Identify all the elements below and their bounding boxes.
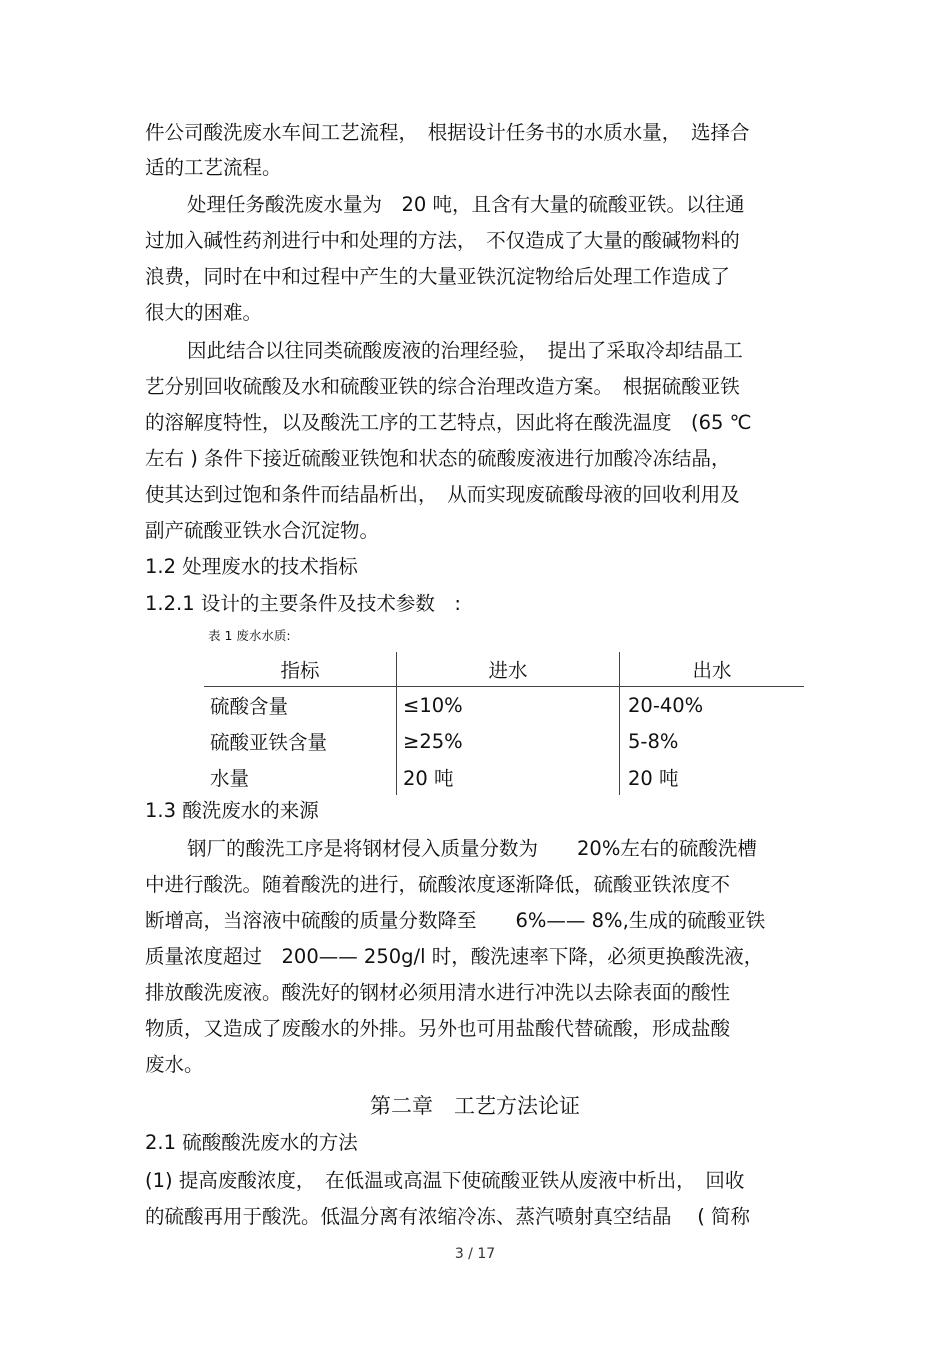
table-header-cell: 出水 [620,652,805,687]
paragraph-line: 因此结合以往同类硫酸废液的治理经验， 提出了采取冷却结晶工 [187,339,743,362]
paragraph-line: 质量浓度超过 200—— 250g/l 时，酸洗速率下降，必须更换酸洗液， [145,945,764,968]
table-cell: 水量 [210,767,250,790]
paragraph-line: 的硫酸再用于酸洗。低温分离有浓缩冷冻、蒸汽喷射真空结晶 ( 简称 [145,1205,751,1228]
paragraph-line: (1) 提高废酸浓度， 在低温或高温下使硫酸亚铁从废液中析出， 回收 [145,1169,745,1192]
paragraph-line: 处理任务酸洗废水量为 20 吨，且含有大量的硫酸亚铁。以往通 [187,193,745,216]
paragraph-line: 物质，又造成了废酸水的外排。另外也可用盐酸代替硫酸，形成盐酸 [145,1017,731,1040]
table-row [204,759,804,795]
page-number: 3 / 17 [454,1246,496,1262]
paragraph-line: 断增高，当溶液中硫酸的质量分数降至 6%—— 8%,生成的硫酸亚铁 [145,909,766,932]
paragraph-line: 很大的困难。 [145,301,263,324]
paragraph-line: 使其达到过饱和条件而结晶析出， 从而实现废硫酸母液的回收利用及 [145,483,740,506]
table-header-cell: 指标 [204,652,397,687]
paragraph-line: 中进行酸洗。随着酸洗的进行，硫酸浓度逐渐降低，硫酸亚铁浓度不 [145,873,731,896]
paragraph-line: 钢厂的酸洗工序是将钢材侵入质量分数为 20%左右的硫酸洗槽 [187,837,757,860]
paragraph-line: 废水。 [145,1053,204,1076]
section-heading-2-1: 2.1 硫酸酸洗废水的方法 [145,1131,358,1154]
paragraph-line: 排放酸洗废液。酸洗好的钢材必须用清水进行冲洗以去除表面的酸性 [145,981,731,1004]
paragraph-line: 浪费，同时在中和过程中产生的大量亚铁沉淀物给后处理工作造成了 [145,265,731,288]
table-header-row [204,652,804,687]
paragraph-line: 过加入碱性药剂进行中和处理的方法， 不仅造成了大量的酸碱物料的 [145,229,740,252]
section-heading-1-2-1: 1.2.1 设计的主要条件及技术参数 : [145,592,461,615]
water-quality-table [204,652,804,795]
section-heading-1-3: 1.3 酸洗废水的来源 [145,799,319,822]
table-cell: 20-40% [620,687,805,724]
paragraph-line: 副产硫酸亚铁水合沉淀物。 [145,519,380,542]
chapter-title: 第二章 工艺方法论证 [370,1094,580,1118]
table-header-cell: 进水 [397,652,620,687]
paragraph-line: 左右 ) 条件下接近硫酸亚铁饱和状态的硫酸废液进行加酸冷冻结晶， [145,447,731,470]
table-cell: ≤10% [397,687,620,724]
paragraph-line: 适的工艺流程。 [145,156,282,179]
paragraph-line: 艺分别回收硫酸及水和硫酸亚铁的综合治理改造方案。 根据硫酸亚铁 [145,375,740,398]
table-cell: 20 吨 [620,759,805,795]
table-caption: 表 1 废水水质: [208,628,291,643]
table-cell: 硫酸含量 [210,695,289,718]
table-cell: ≥25% [397,723,620,759]
section-heading-1-2: 1.2 处理废水的技术指标 [145,555,358,578]
table-row [204,723,804,759]
table-row [204,687,804,724]
table-cell: 硫酸亚铁含量 [210,731,328,754]
table-cell: 5-8% [620,723,805,759]
paragraph-line: 的溶解度特性，以及酸洗工序的工艺特点，因此将在酸洗温度 (65 ℃ [145,411,752,434]
table-cell: 20 吨 [397,759,620,795]
paragraph-line: 件公司酸洗废水车间工艺流程， 根据设计任务书的水质水量， 选择合 [145,121,750,144]
